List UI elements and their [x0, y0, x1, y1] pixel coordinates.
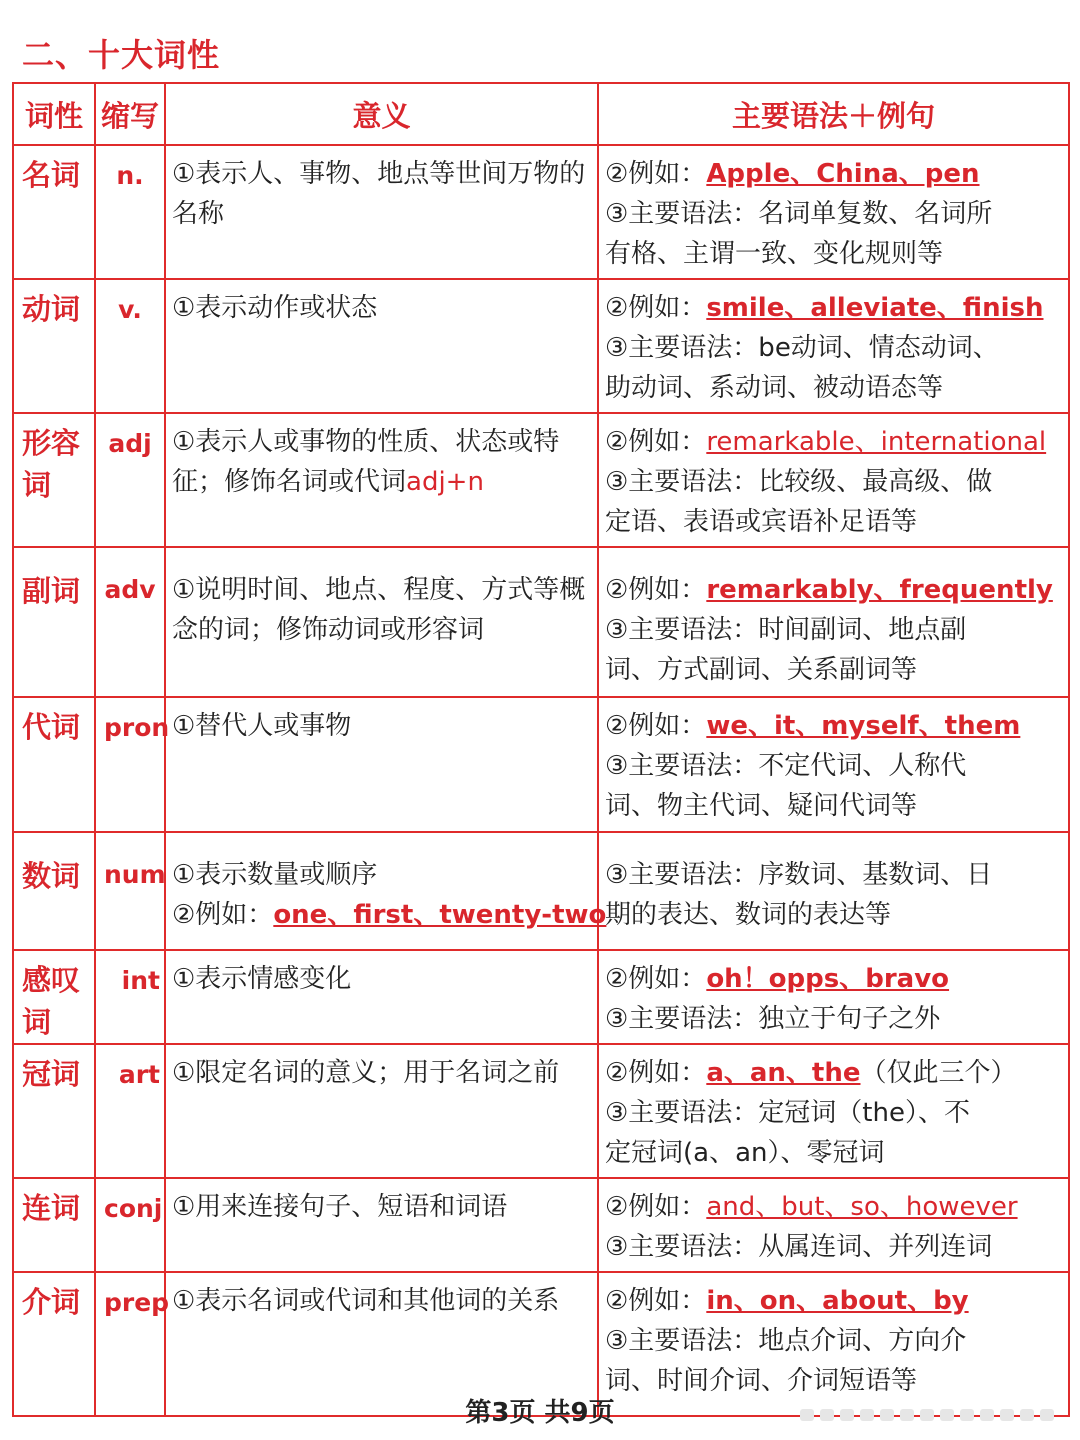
section-title: 二、十大词性 — [22, 36, 221, 74]
example-line — [605, 1281, 1062, 1321]
pos-meaning — [165, 1044, 598, 1178]
pos-abbr: v. — [95, 279, 165, 413]
example-words: Apple、China、pen — [706, 159, 980, 189]
pos-grammar — [598, 145, 1069, 279]
example-suffix: （仅此三个） — [860, 1058, 1017, 1088]
example-prefix: ②例如： — [605, 159, 707, 189]
pos-meaning — [165, 145, 598, 279]
example-words: oh！opps、bravo — [706, 964, 950, 994]
page-number: 第3页 共9页 — [465, 1398, 615, 1428]
example-words: remarkable、international — [706, 427, 1047, 457]
grammar-line: 期的表达、数词的表达等 — [605, 900, 892, 930]
pos-grammar — [598, 1044, 1069, 1178]
pos-name: 代词 — [13, 697, 95, 832]
meaning-text: ①替代人或事物 — [172, 711, 352, 741]
example-words: and、but、so、however — [706, 1192, 1018, 1222]
example-prefix: ②例如： — [605, 1058, 707, 1088]
pos-name: 冠词 — [13, 1044, 95, 1178]
pos-grammar — [598, 413, 1069, 547]
grammar-line: 定冠词(a、an）、零冠词 — [605, 1138, 885, 1168]
pos-grammar — [598, 950, 1069, 1044]
pos-grammar — [598, 697, 1069, 832]
example-line — [605, 1187, 1062, 1227]
example-words: a、an、the — [706, 1058, 861, 1088]
meaning-text: ①表示数量或顺序 — [172, 860, 378, 890]
watermark-logo — [800, 1406, 1060, 1424]
example-line — [605, 288, 1062, 328]
grammar-line: ③主要语法：不定代词、人称代 — [605, 751, 967, 781]
example-words: smile、alleviate、finish — [706, 293, 1044, 323]
grammar-line: ③主要语法：比较级、最高级、做 — [605, 467, 993, 497]
pos-abbr: adv — [95, 547, 165, 697]
pos-name: 感叹词 — [13, 950, 95, 1044]
table-row — [13, 547, 1069, 697]
example-line — [605, 570, 1062, 610]
grammar-line: 词、物主代词、疑问代词等 — [605, 791, 918, 821]
grammar-line: ③主要语法：地点介词、方向介 — [605, 1326, 967, 1356]
pos-meaning — [165, 1178, 598, 1272]
grammar-line: ③主要语法：独立于句子之外 — [605, 1004, 941, 1034]
pos-abbr: art — [95, 1044, 165, 1178]
example-line — [605, 706, 1062, 746]
example-line — [605, 154, 1062, 194]
meaning-main: ①表示人或事物的性质、状态或特征；修饰名词或代词 — [172, 427, 560, 497]
header-grammar: 主要语法＋例句 — [598, 83, 1069, 145]
table-row — [13, 279, 1069, 413]
pos-name: 数词 — [13, 832, 95, 950]
grammar-line: 定语、表语或宾语补足语等 — [605, 507, 918, 537]
table-row — [13, 697, 1069, 832]
grammar-line: ③主要语法：序数词、基数词、日 — [605, 860, 993, 890]
example-prefix: ②例如： — [605, 1192, 707, 1222]
pos-name: 动词 — [13, 279, 95, 413]
meaning-text — [172, 422, 591, 502]
grammar-line: ③主要语法：从属连词、并列连词 — [605, 1232, 993, 1262]
meaning-formula: adj+n — [406, 467, 484, 497]
table-header-row — [13, 83, 1069, 145]
header-pos: 词性 — [13, 83, 95, 145]
grammar-line: ③主要语法：be动词、情态动词、 — [605, 333, 999, 363]
meaning-example-line — [172, 895, 607, 935]
example-line — [605, 422, 1062, 462]
table-row — [13, 832, 1069, 950]
table-row — [13, 413, 1069, 547]
pos-abbr: prep — [95, 1272, 165, 1416]
example-prefix: ②例如： — [605, 964, 707, 994]
grammar-line: ③主要语法：名词单复数、名词所 — [605, 199, 993, 229]
pos-name: 名词 — [13, 145, 95, 279]
example-line — [605, 1053, 1062, 1093]
pos-grammar — [598, 547, 1069, 697]
pos-name: 介词 — [13, 1272, 95, 1416]
meaning-text: ①表示人、事物、地点等世间万物的名称 — [172, 159, 586, 229]
meaning-text: ①表示情感变化 — [172, 964, 352, 994]
parts-of-speech-table — [12, 82, 1070, 1417]
pos-abbr: adj — [95, 413, 165, 547]
meaning-text: ①表示动作或状态 — [172, 293, 378, 323]
grammar-line: ③主要语法：时间副词、地点副 — [605, 615, 967, 645]
example-words: remarkably、frequently — [706, 575, 1053, 605]
pos-abbr: conj — [95, 1178, 165, 1272]
example-words: one、first、twenty-two — [273, 900, 607, 930]
pos-name: 连词 — [13, 1178, 95, 1272]
example-prefix: ②例如： — [172, 900, 274, 930]
pos-meaning — [165, 413, 598, 547]
table-row — [13, 950, 1069, 1044]
pos-name: 形容词 — [13, 413, 95, 547]
example-prefix: ②例如： — [605, 575, 707, 605]
header-abbr: 缩写 — [95, 83, 165, 145]
pos-meaning — [165, 950, 598, 1044]
pos-grammar — [598, 832, 1069, 950]
example-prefix: ②例如： — [605, 1286, 707, 1316]
grammar-line: 词、时间介词、介词短语等 — [605, 1366, 918, 1396]
pos-name: 副词 — [13, 547, 95, 697]
example-prefix: ②例如： — [605, 427, 707, 457]
example-words: we、it、myself、them — [706, 711, 1021, 741]
pos-meaning — [165, 279, 598, 413]
example-prefix: ②例如： — [605, 711, 707, 741]
example-line — [605, 959, 1062, 999]
meaning-text: ①用来连接句子、短语和词语 — [172, 1192, 508, 1222]
example-words: in、on、about、by — [706, 1286, 969, 1316]
example-prefix: ②例如： — [605, 293, 707, 323]
grammar-line: 助动词、系动词、被动语态等 — [605, 373, 944, 403]
table-row — [13, 1178, 1069, 1272]
pos-meaning — [165, 547, 598, 697]
pos-abbr: int — [95, 950, 165, 1044]
meaning-text: ①限定名词的意义；用于名词之前 — [172, 1058, 560, 1088]
pos-abbr: num — [95, 832, 165, 950]
table-row — [13, 145, 1069, 279]
header-meaning: 意义 — [165, 83, 598, 145]
grammar-line: 词、方式副词、关系副词等 — [605, 655, 918, 685]
meaning-text: ①说明时间、地点、程度、方式等概念的词；修饰动词或形容词 — [172, 575, 586, 645]
pos-meaning — [165, 832, 607, 950]
table-row — [13, 1044, 1069, 1178]
grammar-line: ③主要语法：定冠词（the）、不 — [605, 1098, 970, 1128]
pos-abbr: pron — [95, 697, 165, 832]
grammar-line: 有格、主谓一致、变化规则等 — [605, 239, 944, 269]
pos-grammar — [598, 1178, 1069, 1272]
meaning-text: ①表示名词或代词和其他词的关系 — [172, 1286, 560, 1316]
pos-meaning — [165, 697, 598, 832]
pos-abbr: n. — [95, 145, 165, 279]
pos-grammar — [598, 279, 1069, 413]
